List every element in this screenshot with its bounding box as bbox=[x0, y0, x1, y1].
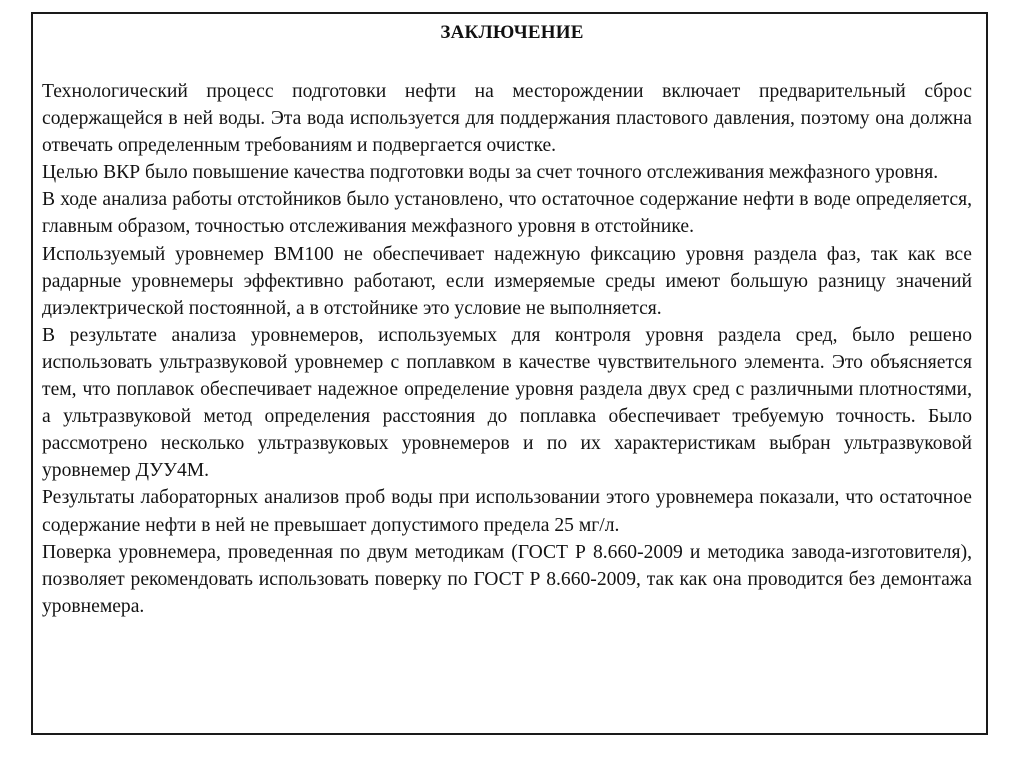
paragraph-analysis: В ходе анализа работы отстойников было установлено, что остаточное содержание нефти в воде определяется, главным образом, точностью отслеживания межфазного уровня в отстойнике. bbox=[42, 189, 972, 238]
paragraph-lab-results: Результаты лабораторных анализов проб воды при использовании этого уровнемера показали, что остаточное содержание нефти в ней не превышает допустимого предела 25 мг/л. bbox=[42, 487, 972, 536]
page-title: ЗАКЛЮЧЕНИЕ bbox=[440, 22, 584, 43]
paragraph-goal: Целью ВКР было повышение качества подготовки воды за счет точного отслеживания межфазного уровня. bbox=[42, 162, 939, 184]
body-text bbox=[42, 78, 972, 620]
paragraph-verification: Поверка уровнемера, проведенная по двум методикам (ГОСТ Р 8.660-2009 и методика завода-изготовителя), позволяет рекомендовать использовать поверку по ГОСТ Р 8.660-2009, так как она проводится без демонтажа уровнемера. bbox=[42, 541, 972, 617]
paragraph-process: Технологический процесс подготовки нефти на месторождении включает предварительный сброс содержащейся в ней воды. Эта вода используется для поддержания пластового давления, поэтому она должна отвечать определенным требованиям и подвергается очистке. bbox=[42, 81, 972, 157]
paragraph-vm100: Используемый уровнемер ВМ100 не обеспечивает надежную фиксацию уровня раздела фаз, так как все радарные уровнемеры эффективно работают, если измеряемые среды имеют большую разницу значений диэлектрической постоянной, а в отстойнике это условие не выполняется. bbox=[42, 243, 972, 319]
paragraph-result: В результате анализа уровнемеров, используемых для контроля уровня раздела сред, было решено использовать ультразвуковой уровнемер с поплавком в качестве чувствительного элемента. Это объясняется тем, что поплавок обеспечивает надежное определение уровня раздела двух сред с различными плотностями, а ультразвуковой метод определения расстояния до поплавка обеспечивает требуемую точность. Было рассмотрено несколько ультразвуковых уровнемеров и по их характеристикам выбран ультразвуковой уровнемер ДУУ4М. bbox=[42, 324, 972, 482]
